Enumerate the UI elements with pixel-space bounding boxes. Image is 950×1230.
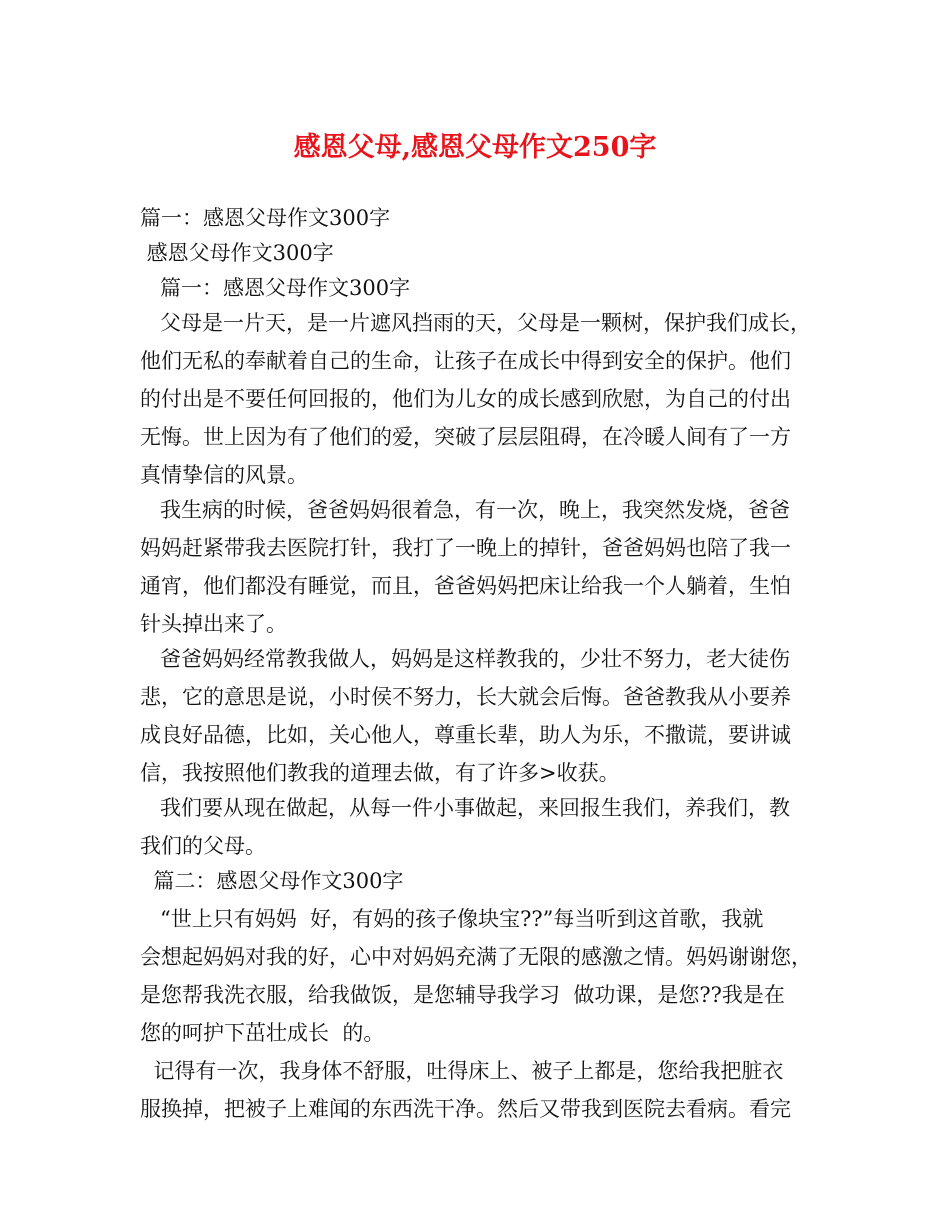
text-line: 我们的父母。 bbox=[140, 834, 266, 858]
text-line: 我生病的时候，爸爸妈妈很着急，有一次，晚上，我突然发烧，爸爸 bbox=[140, 498, 791, 522]
text-line: 记得有一次，我身体不舒服，吐得床上、被子上都是，您给我把脏衣 bbox=[140, 1059, 784, 1083]
text-line: 真情挚信的风景。 bbox=[140, 463, 308, 487]
text-line: 成良好品德，比如，关心他人，尊重长辈，助人为乐，不撒谎，要讲诚 bbox=[140, 723, 791, 747]
text-line: 他们无私的奉献着自己的生命，让孩子在成长中得到安全的保护。他们 bbox=[140, 349, 791, 373]
text-line: 我们要从现在做起，从每一件小事做起，来回报生我们，养我们，教 bbox=[140, 796, 791, 820]
text-line: 篇一：感恩父母作文300字 bbox=[140, 276, 411, 300]
document-title: 感恩父母,感恩父母作文250字 bbox=[293, 132, 657, 163]
text-line: 爸爸妈妈经常教我做人，妈妈是这样教我的，少壮不努力，老大徒伤 bbox=[140, 647, 791, 671]
text-line: 悲，它的意思是说，小时侯不努力，长大就会后悔。爸爸教我从小要养 bbox=[140, 685, 791, 709]
text-line: 感恩父母作文300字 bbox=[140, 241, 334, 265]
text-line: 无悔。世上因为有了他们的爱，突破了层层阻碍，在冷暖人间有了一方 bbox=[140, 425, 791, 449]
text-line: 父母是一片天，是一片遮风挡雨的天，父母是一颗树，保护我们成长， bbox=[140, 311, 812, 335]
text-line: 的付出是不要任何回报的，他们为儿女的成长感到欣慰，为自己的付出 bbox=[140, 387, 791, 411]
text-line: 针头掉出来了。 bbox=[140, 612, 287, 636]
text-line: “世上只有妈妈 好，有妈的孩子像块宝??”每当听到这首歌，我就 bbox=[140, 907, 764, 931]
text-line: 通宵，他们都没有睡觉，而且，爸爸妈妈把床让给我一个人躺着，生怕 bbox=[140, 574, 791, 598]
text-line: 是您帮我洗衣服，给我做饭，是您辅导我学习 做功课，是您??我是在 bbox=[140, 983, 785, 1007]
text-line: 您的呵护下茁壮成长 的。 bbox=[140, 1021, 385, 1045]
text-line: 篇一：感恩父母作文300字 bbox=[140, 206, 391, 230]
text-line: 篇二：感恩父母作文300字 bbox=[140, 869, 404, 893]
text-line: 服换掉，把被子上难闻的东西洗干净。然后又带我到医院去看病。看完 bbox=[140, 1097, 791, 1121]
text-line: 会想起妈妈对我的好，心中对妈妈充满了无限的感激之情。妈妈谢谢您， bbox=[140, 945, 812, 969]
text-line: 信，我按照他们教我的道理去做，有了许多>收获。 bbox=[140, 761, 620, 785]
text-line: 妈妈赶紧带我去医院打针，我打了一晚上的掉针，爸爸妈妈也陪了我一 bbox=[140, 536, 791, 560]
